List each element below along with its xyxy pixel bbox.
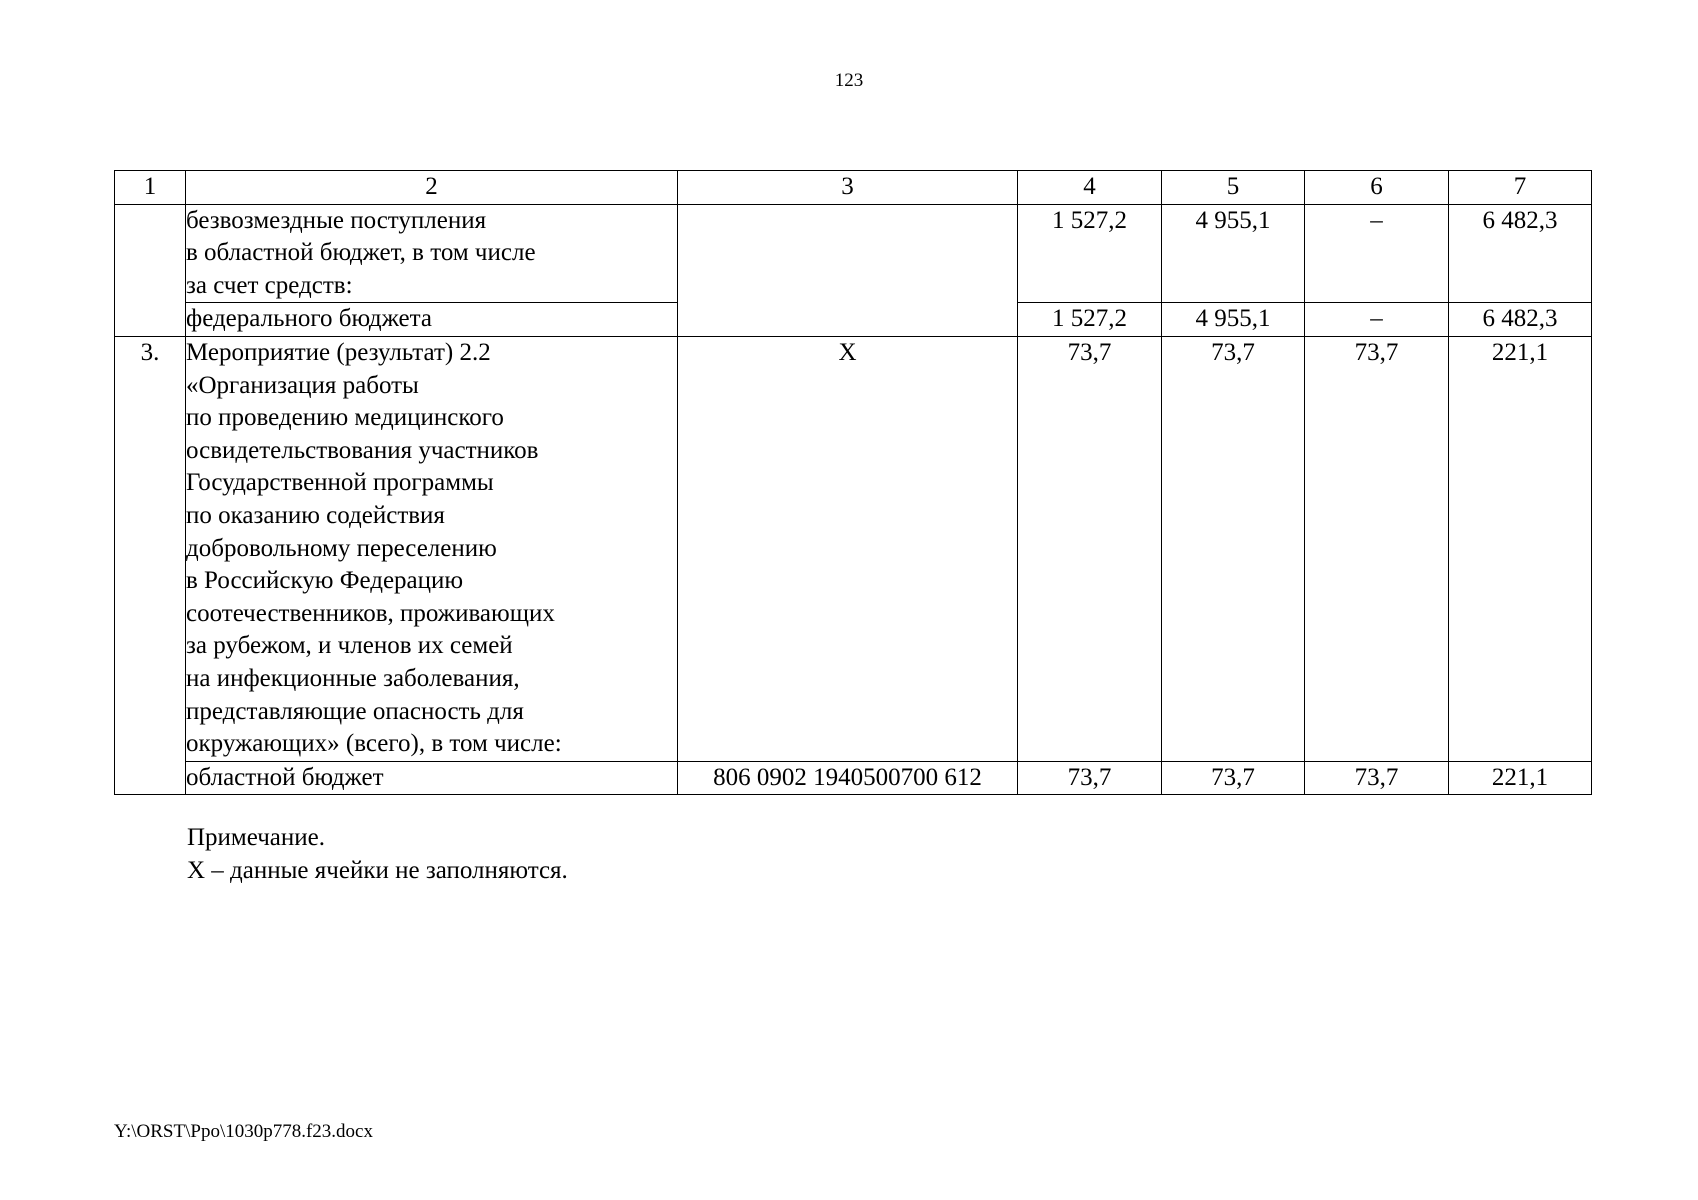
desc-line: добровольному переселению (186, 534, 497, 562)
regional-budget-col-4: 73,7 (1018, 761, 1162, 795)
free-receipts-col-4: 1 527,2 (1018, 204, 1162, 303)
desc-line: на инфекционные заболевания, (186, 664, 520, 692)
desc-line: соотечественников, проживающих (186, 599, 555, 627)
footer-file-path: Y:\ORST\Ppo\1030p778.f23.docx (114, 1121, 373, 1142)
note-text: X – данные ячейки не заполняются. (187, 857, 568, 884)
free-receipts-col-6: – (1305, 204, 1449, 303)
event-code: X (678, 336, 1018, 761)
header-col-5: 5 (1162, 171, 1305, 205)
regional-budget-code: 806 0902 1940500700 612 (678, 761, 1018, 795)
event-index: 3. (115, 336, 186, 794)
budget-table (114, 170, 1592, 795)
table-row-regional-budget (115, 761, 1592, 795)
page-number: 123 (834, 70, 864, 91)
desc-line: Государственной программы (186, 469, 494, 497)
desc-line: за рубежом, и членов их семей (186, 632, 513, 660)
regional-budget-description: областной бюджет (186, 761, 678, 795)
note-title: Примечание. (187, 824, 326, 851)
regional-budget-col-5: 73,7 (1162, 761, 1305, 795)
table-row-free-receipts (115, 204, 1592, 303)
desc-line: «Организация работы (186, 371, 419, 399)
regional-budget-col-6: 73,7 (1305, 761, 1449, 795)
desc-line: безвозмездные поступления (186, 206, 487, 234)
header-col-7: 7 (1449, 171, 1592, 205)
event-col-5: 73,7 (1162, 336, 1305, 761)
regional-budget-col-7: 221,1 (1449, 761, 1592, 795)
federal-budget-col-5: 4 955,1 (1162, 303, 1305, 337)
header-col-1: 1 (115, 171, 186, 205)
table-header-row (115, 171, 1592, 205)
federal-budget-description: федерального бюджета (186, 303, 678, 337)
note-block (187, 821, 568, 887)
desc-line: за счет средств: (186, 271, 353, 299)
event-col-6: 73,7 (1305, 336, 1449, 761)
federal-budget-col-7: 6 482,3 (1449, 303, 1592, 337)
header-col-4: 4 (1018, 171, 1162, 205)
header-col-6: 6 (1305, 171, 1449, 205)
desc-line: в Российскую Федерацию (186, 567, 464, 595)
free-receipts-description (186, 204, 678, 303)
event-description (186, 336, 678, 761)
free-receipts-col-5: 4 955,1 (1162, 204, 1305, 303)
header-col-3: 3 (678, 171, 1018, 205)
table-cell-index-empty (115, 204, 186, 336)
federal-budget-col-6: – (1305, 303, 1449, 337)
desc-line: по проведению медицинского (186, 404, 504, 432)
header-col-2: 2 (186, 171, 678, 205)
desc-line: Мероприятие (результат) 2.2 (186, 338, 491, 366)
free-receipts-col-7: 6 482,3 (1449, 204, 1592, 303)
desc-line: представляющие опасность для (186, 697, 524, 725)
desc-line: по оказанию содействия (186, 501, 445, 529)
event-col-4: 73,7 (1018, 336, 1162, 761)
federal-budget-col-4: 1 527,2 (1018, 303, 1162, 337)
table-cell-code-empty (678, 204, 1018, 336)
desc-line: освидетельствования участников (186, 436, 539, 464)
table-row-event (115, 336, 1592, 761)
event-col-7: 221,1 (1449, 336, 1592, 761)
desc-line: в областной бюджет, в том числе (186, 239, 536, 267)
desc-line: окружающих» (всего), в том числе: (186, 730, 562, 758)
